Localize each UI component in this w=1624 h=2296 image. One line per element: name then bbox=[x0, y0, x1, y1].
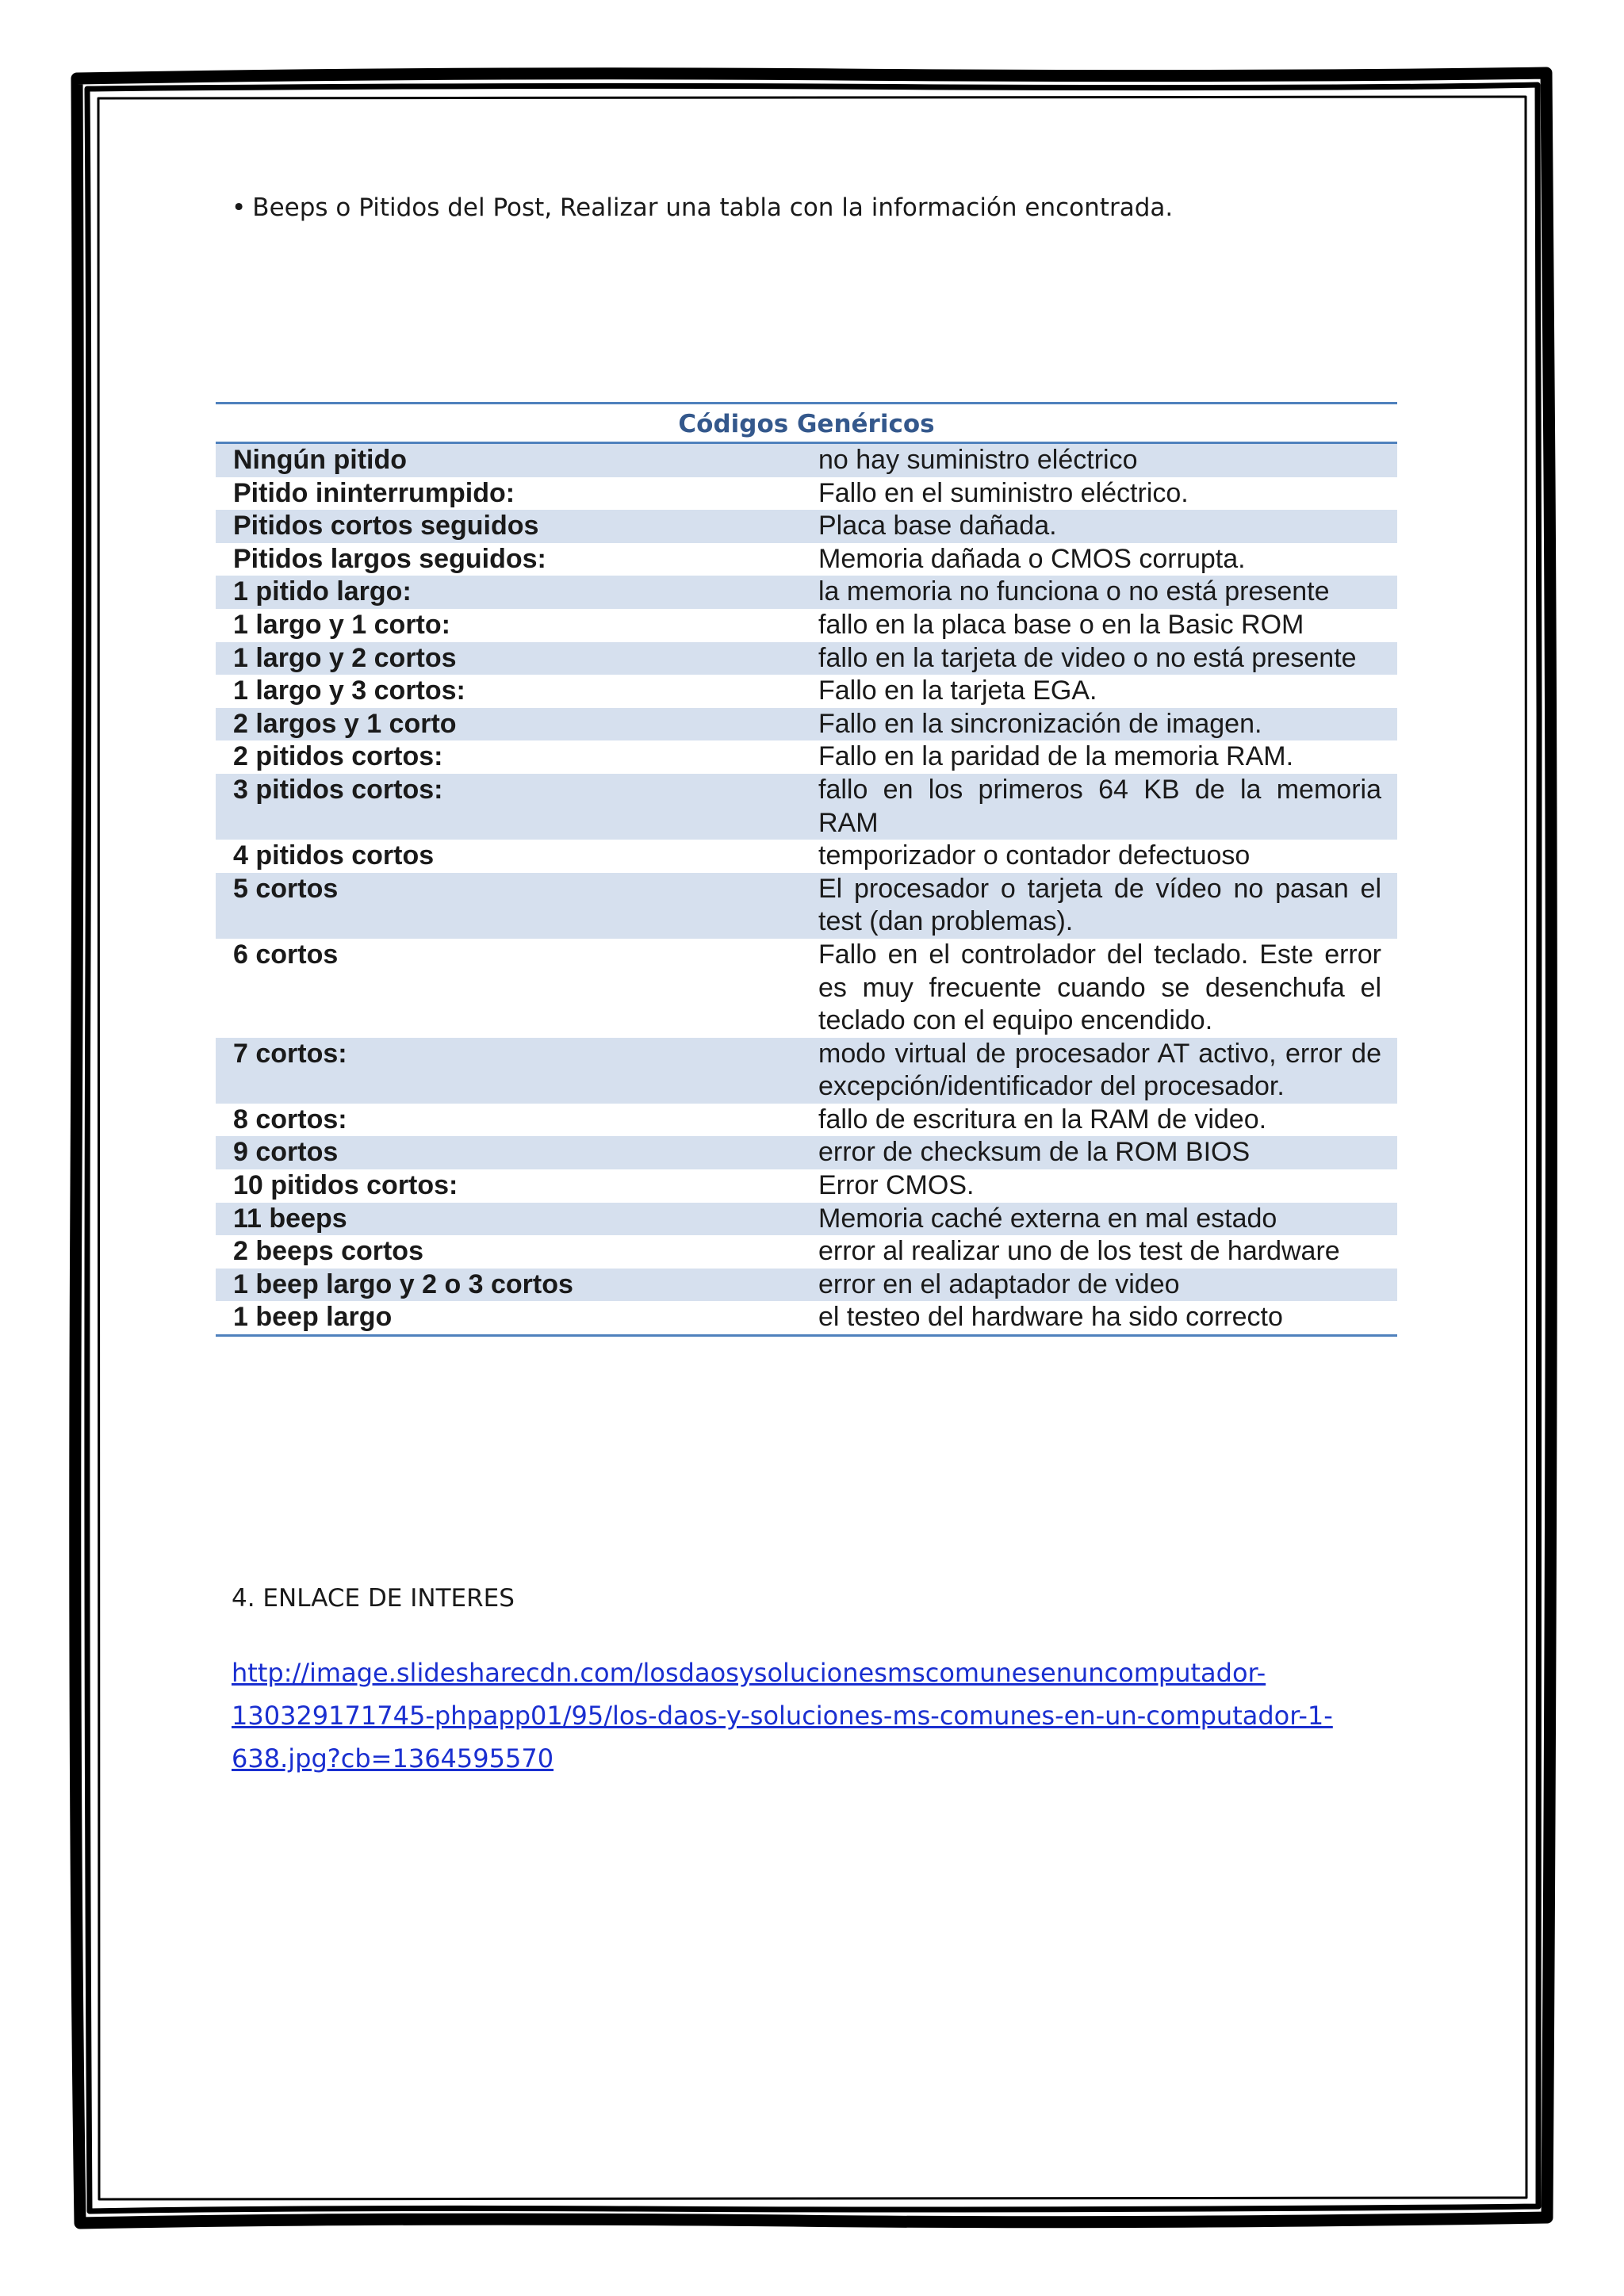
table-row bbox=[216, 609, 1397, 642]
beep-meaning-cell: la memoria no funciona o no está presente bbox=[818, 576, 1330, 607]
table-row bbox=[216, 444, 1397, 477]
bullet-icon: • bbox=[232, 193, 247, 222]
table-row bbox=[216, 740, 1397, 774]
beep-code-cell: 9 cortos bbox=[233, 1137, 339, 1168]
beep-meaning-cell: temporizador o contador defectuoso bbox=[818, 840, 1251, 871]
table-row bbox=[216, 1136, 1397, 1169]
table-row bbox=[216, 1235, 1397, 1269]
beep-meaning-cell: Fallo en la tarjeta EGA. bbox=[818, 675, 1097, 706]
table-caption: Códigos Genéricos bbox=[678, 410, 935, 438]
table-row bbox=[216, 642, 1397, 675]
beep-meaning-cell: error al realizar uno de los test de hardware bbox=[818, 1236, 1340, 1267]
beep-meaning-cell: Memoria caché externa en mal estado bbox=[818, 1203, 1277, 1234]
table-row bbox=[216, 1104, 1397, 1137]
beep-code-cell: Pitidos cortos seguidos bbox=[233, 511, 539, 541]
beep-code-cell: 1 largo y 2 cortos bbox=[233, 642, 457, 673]
table-row bbox=[216, 477, 1397, 511]
beep-meaning-cell: el testeo del hardware ha sido correcto bbox=[818, 1302, 1283, 1333]
beep-meaning-cell: Memoria dañada o CMOS corrupta. bbox=[818, 543, 1246, 574]
beep-code-cell: 8 cortos: bbox=[233, 1104, 347, 1135]
beep-meaning-cell: Fallo en la sincronización de imagen. bbox=[818, 708, 1262, 739]
beep-code-cell: 2 pitidos cortos: bbox=[233, 741, 443, 772]
beep-code-cell: 2 beeps cortos bbox=[233, 1236, 423, 1267]
beep-meaning-cell: error en el adaptador de video bbox=[818, 1269, 1180, 1299]
table-row bbox=[216, 1269, 1397, 1302]
beep-code-cell: 3 pitidos cortos: bbox=[233, 774, 443, 805]
beep-code-cell: Pitidos largos seguidos: bbox=[233, 543, 546, 574]
beep-code-cell: 7 cortos: bbox=[233, 1038, 347, 1069]
table-row bbox=[216, 774, 1397, 840]
table-body bbox=[216, 444, 1397, 1334]
beep-meaning-cell: no hay suministro eléctrico bbox=[818, 445, 1138, 475]
beep-code-cell: 1 beep largo bbox=[233, 1302, 393, 1333]
table-row bbox=[216, 675, 1397, 708]
beep-code-cell: 10 pitidos cortos: bbox=[233, 1170, 458, 1201]
beep-meaning-cell: Fallo en la paridad de la memoria RAM. bbox=[818, 741, 1294, 772]
beep-meaning-cell: fallo en la tarjeta de video o no está presente bbox=[818, 642, 1357, 673]
reference-link-line-3[interactable]: 638.jpg?cb=1364595570 bbox=[232, 1743, 554, 1774]
beep-codes-table bbox=[216, 402, 1397, 1337]
beep-code-cell: 11 beeps bbox=[233, 1203, 347, 1234]
link-block bbox=[232, 1651, 1373, 1780]
table-row bbox=[216, 1301, 1397, 1334]
beep-meaning-cell: fallo en los primeros 64 KB de la memoria RAM bbox=[818, 774, 1381, 838]
table-row bbox=[216, 1038, 1397, 1104]
beep-code-cell: 1 pitido largo: bbox=[233, 576, 412, 607]
table-row bbox=[216, 939, 1397, 1038]
beep-code-cell: 6 cortos bbox=[233, 939, 339, 970]
table-row bbox=[216, 708, 1397, 741]
beep-meaning-cell: Fallo en el suministro eléctrico. bbox=[818, 477, 1189, 508]
beep-code-cell: 1 largo y 3 cortos: bbox=[233, 675, 465, 706]
table-row bbox=[216, 576, 1397, 609]
beep-code-cell: 1 beep largo y 2 o 3 cortos bbox=[233, 1269, 573, 1299]
beep-code-cell: 5 cortos bbox=[233, 873, 339, 904]
reference-link-line-2[interactable]: 130329171745-phpapp01/95/los-daos-y-soluciones-ms-comunes-en-un-computador-1- bbox=[232, 1701, 1333, 1731]
beep-code-cell: 1 largo y 1 corto: bbox=[233, 609, 450, 640]
beep-meaning-cell: Error CMOS. bbox=[818, 1170, 975, 1201]
table-row bbox=[216, 543, 1397, 576]
section-title: 4. ENLACE DE INTERES bbox=[232, 1584, 515, 1613]
beep-code-cell: 2 largos y 1 corto bbox=[233, 708, 457, 739]
table-row bbox=[216, 1169, 1397, 1203]
beep-meaning-cell: error de checksum de la ROM BIOS bbox=[818, 1137, 1251, 1168]
beep-code-cell: Pitido ininterrumpido: bbox=[233, 477, 515, 508]
beep-meaning-cell: Fallo en el controlador del teclado. Este error es muy frecuente cuando se desenchufa el teclado con el equipo encendido. bbox=[818, 939, 1381, 1036]
beep-meaning-cell: El procesador o tarjeta de vídeo no pasan el test (dan problemas). bbox=[818, 873, 1381, 937]
beep-meaning-cell: fallo en la placa base o en la Basic ROM bbox=[818, 609, 1304, 640]
beep-meaning-cell: Placa base dañada. bbox=[818, 511, 1057, 541]
beep-meaning-cell: modo virtual de procesador AT activo, error de excepción/identificador del procesador. bbox=[818, 1038, 1381, 1102]
table-row bbox=[216, 1203, 1397, 1236]
table-row bbox=[216, 510, 1397, 543]
beep-meaning-cell: fallo de escritura en la RAM de video. bbox=[818, 1104, 1267, 1135]
beep-code-cell: 4 pitidos cortos bbox=[233, 840, 435, 871]
table-row bbox=[216, 840, 1397, 873]
table-bottom-rule bbox=[216, 1334, 1397, 1337]
intro-line bbox=[232, 193, 1173, 222]
beep-code-cell: Ningún pitido bbox=[233, 445, 408, 475]
reference-link-line-1[interactable]: http://image.slidesharecdn.com/losdaosysolucionesmscomunesenuncomputador- bbox=[232, 1658, 1266, 1688]
table-row bbox=[216, 873, 1397, 939]
intro-text: Beeps o Pitidos del Post, Realizar una tabla con la información encontrada. bbox=[252, 193, 1174, 222]
